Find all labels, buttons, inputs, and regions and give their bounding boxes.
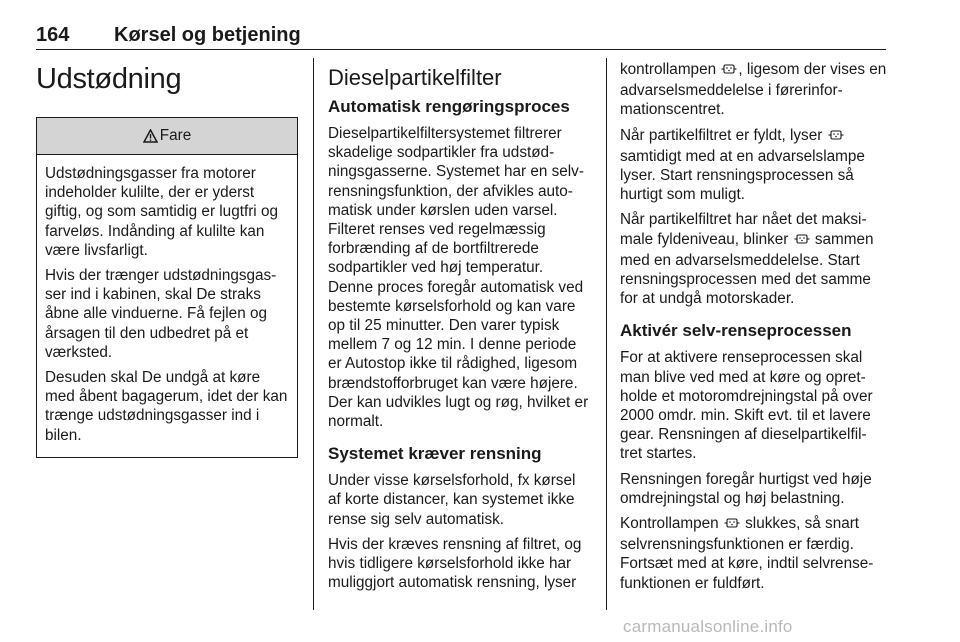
paragraph: Desuden skal De undgå at køre med åbent bagagerum, idet der kan trænge udstødningsgasser ind i bilen. bbox=[45, 369, 288, 444]
column-2 bbox=[328, 60, 592, 598]
column-divider bbox=[606, 58, 607, 610]
text-span: Når partikelfiltret har nået det maksi-male fyldeniveau, blinker bbox=[620, 211, 867, 248]
diesel-particle-filter-icon bbox=[828, 128, 844, 147]
text-span: sammen med en advarselsmeddelelse. Start rensningsprocessen med det samme for at undgå motorskader. bbox=[620, 230, 874, 308]
watermark: carmanualsonline.info bbox=[623, 617, 793, 636]
danger-label: Fare bbox=[159, 127, 192, 145]
column-divider bbox=[313, 58, 314, 610]
column-3 bbox=[620, 60, 888, 599]
column-1 bbox=[36, 60, 298, 458]
paragraph: Dieselpartikelfiltersystemet filtrerer skadelige sodpartikler fra udstød-ningsgasserne. Systemet har en selv-rensningsfunktion, der afvikles auto-matisk under kørslen uden varsel. Filteret renses ved regelmæssig forbrænding af de bortfiltrerede sodpartikler ved høj temperatur. Denne proces foregår automatisk ved bestemte kørselsforhold og kan vare op til 25 minutter. Den varer typisk mellem 7 og 12 min. I denne periode er Autostop ikke til rådighed, ligesom brændstofforbruget kan være højere. Der kan udvikles lugt og røg, hvilket er normalt. bbox=[328, 125, 589, 431]
paragraph: Under visse kørselsforhold, fx kørsel af korte distancer, kan systemet ikke rense sig selv automatisk. bbox=[328, 472, 576, 528]
paragraph: Hvis der trænger udstødningsgas-ser ind i kabinen, skal De straks åbne alle vinduerne. Få fejlen og årsagen til den udbedret på et værksted. bbox=[45, 267, 277, 361]
text-span: slukkes, så snart selvrensningsfunktionen er færdig. Fortsæt med at køre, indtil selvrense-funktionen er fuldført. bbox=[620, 515, 874, 592]
paragraph bbox=[620, 514, 888, 593]
section-title: Dieselpartikelfilter bbox=[328, 65, 502, 90]
diesel-particle-filter-icon bbox=[794, 232, 810, 251]
diesel-particle-filter-icon bbox=[724, 516, 740, 535]
chapter-title: Kørsel og betjening bbox=[114, 24, 301, 46]
subheading: Automatisk rengøringsproces bbox=[328, 97, 570, 116]
paragraph bbox=[620, 126, 888, 205]
text-span: , ligesom der vises en advarselsmeddelelse i førerinfor-mationscentret. bbox=[620, 61, 887, 119]
text-span: samtidigt med at en advarselslampe lyser. Start rensningsprocessen så hurtigt som muligt. bbox=[620, 147, 865, 204]
page-header bbox=[36, 24, 886, 52]
header-rule bbox=[36, 49, 886, 50]
paragraph: For at aktivere renseprocessen skal man blive ved med at køre og opret-holde et motoromdrejningstal på over 2000 omdr. min. Skift evt. til et lavere gear. Rensningen af dieselpartikelfil-tret startes. bbox=[620, 349, 873, 463]
danger-box bbox=[36, 117, 298, 458]
subheading: Aktivér selv-renseprocessen bbox=[620, 321, 852, 341]
text-span: Kontrollampen bbox=[620, 515, 719, 533]
warning-triangle-icon bbox=[143, 129, 158, 143]
paragraph bbox=[620, 210, 888, 308]
page-number: 164 bbox=[36, 24, 70, 46]
text-span: Når partikelfiltret er fyldt, lyser bbox=[620, 126, 823, 144]
danger-box-body bbox=[37, 155, 297, 457]
paragraph: Hvis der kræves rensning af filtret, og hvis tidligere kørselsforhold ikke har muliggjort automatisk rensning, lyser bbox=[328, 535, 582, 592]
paragraph: Udstødningsgasser fra motorer indeholder kulilte, der er yderst giftig, og som samtidig er lugtfri og farveløs. Indånding af kulilte kan være livsfarligt. bbox=[45, 165, 278, 259]
section-title: Udstødning bbox=[36, 63, 182, 95]
subheading: Systemet kræver rensning bbox=[328, 444, 542, 464]
text-span: kontrollampen bbox=[620, 61, 717, 78]
paragraph bbox=[620, 60, 888, 120]
diesel-particle-filter-icon bbox=[721, 62, 737, 81]
paragraph: Rensningen foregår hurtigst ved høje omdrejningstal og høj belastning. bbox=[620, 470, 872, 507]
danger-box-header bbox=[37, 118, 297, 155]
